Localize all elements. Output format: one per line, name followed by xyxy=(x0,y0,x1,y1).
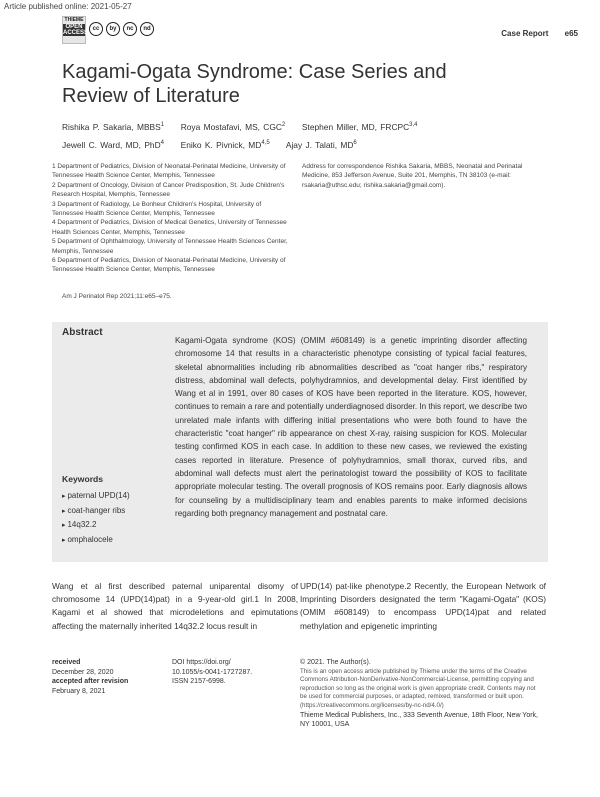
author[interactable]: Ajay J. Talati, $MD^6$ xyxy=(285,139,357,150)
affiliation: 3 Department of Radiology, Le Bonheur Children's Hospital, University of Tennessee Health Science Center, Memphis, Tennessee xyxy=(52,200,262,218)
author[interactable]: Eniko K. Pivnick, MD$^{4,5}$ xyxy=(180,139,270,150)
thieme-open-access-logo xyxy=(62,16,89,44)
by-icon: by xyxy=(106,22,120,36)
authors-line-2 xyxy=(62,135,542,153)
affiliation: 4 Department of Pediatrics, Division of Medical Genetics, University of Tennessee Health Sciences Center, Memphis, Tennessee xyxy=(52,219,287,236)
authors-line-1 xyxy=(62,117,542,135)
keywords-heading: Keywords xyxy=(62,474,104,484)
logo-open-access: OPEN ACCESS xyxy=(63,24,89,36)
nc-icon: nc xyxy=(123,22,137,36)
running-header xyxy=(501,29,578,38)
author-list xyxy=(62,117,542,153)
body-text-left: Wang et al first described paternal uniparental disomy of chromosome 14 (UPD(14)pat) in a 9-year-old girl.1 In 2008, Kagami et al showed that microdeletions and epimutations affecting the maternally inherited 14q32.2 locus result in xyxy=(52,581,298,631)
copyright: © 2021. The Author(s). xyxy=(300,659,371,666)
received-date: December 28, 2020 xyxy=(52,668,114,676)
issn: ISSN 2157-6998. xyxy=(172,678,226,686)
section-label: Case Report xyxy=(501,29,549,38)
received-label: received xyxy=(52,659,81,666)
article-history xyxy=(52,658,162,696)
citation: Am J Perinatol Rep 2021;11:e65–e75. xyxy=(62,293,172,300)
doi-block xyxy=(172,658,292,687)
body-text-right: UPD(14) pat-like phenotype.2 Recently, the European Network of Imprinting Disorders designated the term "Kagami-Ogata" (KOS) (OMIM #608149) to encompass UPD(14)pat and related methylation and epigenetic imprinting xyxy=(300,581,546,631)
affiliations xyxy=(52,162,292,275)
page-number: e65 xyxy=(564,29,578,38)
abstract-heading: Abstract xyxy=(62,327,103,338)
doi-value[interactable]: 10.1055/s-0041-1727287. xyxy=(172,668,253,676)
author[interactable]: Stephen Miller, MD, FRCPC$^{3,4}$ xyxy=(301,121,418,132)
correspondence xyxy=(302,162,532,190)
creative-commons-icons xyxy=(89,22,154,36)
author[interactable]: Jewell C. Ward, MD, PhD$^4$ xyxy=(62,139,164,150)
keyword[interactable]: ▸ omphalocele xyxy=(62,533,130,548)
affiliation: 1 Department of Pediatrics, Division of Neonatal-Perinatal Medicine, University of Tennessee Health Science Center, Memphis, Tennessee xyxy=(52,163,286,180)
publisher-address: Thieme Medical Publishers, Inc., 333 Seventh Avenue, 18th Floor, New York, NY 10001, USA xyxy=(300,711,539,729)
nd-icon: nd xyxy=(140,22,154,36)
author[interactable]: Roya Mostafavi, MS, CGC$^2$ xyxy=(180,121,286,132)
accepted-label: accepted after revision xyxy=(52,678,129,686)
publication-date: Article published online: 2021-05-27 xyxy=(4,2,132,11)
correspondence-text: Rishika Sakaria, MBBS, Neonatal and Perinatal Medicine, 853 Jefferson Avenue, Suite 201, Memphis, TN 38103 (e-mail: rsakaria@uthsc.edu; rishika.sakaria@gmail.com). xyxy=(302,163,523,189)
logo-publisher: THIEME xyxy=(64,17,84,23)
accepted-date: February 8, 2021 xyxy=(52,687,106,695)
author[interactable]: Rishika P. Sakaria, MBBS$^1$ xyxy=(62,121,165,132)
affiliation: 2 Department of Oncology, Division of Cancer Predisposition, St. Jude Children's Research Hospital, Memphis, Tennessee xyxy=(52,181,285,199)
doi-link[interactable]: DOI https://doi.org/ xyxy=(172,659,231,666)
license-text: This is an open access article published by Thieme under the terms of the Creative Commons Attribution-NonDerivative-NonCommercial-License, permitting copying and reproduction so long as the original work is given appropriate credit. Contents may not be used for commercial purposes, or adapted, remixed, transformed or built upon. (https://creativecommons.org/licenses/by-nc-nd/4.0/) xyxy=(300,667,536,709)
cc-icon: cc xyxy=(89,22,103,36)
keyword[interactable]: ▸ paternal UPD(14) xyxy=(62,489,130,504)
abstract-text: Kagami-Ogata syndrome (KOS) (OMIM #608149) is a genetic imprinting disorder affecting chromosome 14 that results in a characteristic phenotype consisting of typical facial features, skeletal abnormalities including rib abnormalities described as "coat hanger ribs," respiratory distress, abdominal wall defects, polyhydramnios, and developmental delay. First identified by Wang et al in 1991, over 80 cases of KOS have been reported in the literature. KOS, however, continues to remain a rare and potentially underdiagnosed disorder. In this report, we describe two unrelated male infants with differing initial presentations who were both found to have the characteristic "coat hanger" rib appearance on chest X-ray, raising suspicion for KOS. Molecular testing confirmed KOS in each case. In addition to these new cases, we reviewed the existing cases reported in literature. Presence of polyhydramnios, small thorax, curved ribs, and abdominal wall defects must alert the perinatologist toward the possibility of KOS to facilitate appropriate molecular testing. The overall prognosis of KOS remains poor. Early diagnosis allows for counseling by a multidisciplinary team and enables parents to make informed decisions regarding both pregnancy management and postnatal care. xyxy=(175,336,527,518)
article-title: Kagami-Ogata Syndrome: Case Series and Review of Literature xyxy=(62,61,447,107)
license-block xyxy=(300,658,540,730)
correspondence-label: Address for correspondence xyxy=(302,163,384,170)
keyword[interactable]: ▸ 14q32.2 xyxy=(62,518,130,533)
keyword[interactable]: ▸ coat-hanger ribs xyxy=(62,504,130,519)
affiliation: 5 Department of Ophthalmology, University of Tennessee Health Sciences Center, Memphis, Tennessee xyxy=(52,238,288,255)
keywords-list xyxy=(62,489,130,547)
affiliation: 6 Department of Pediatrics, Division of Neonatal-Perinatal Medicine, University of Tennessee Health Science Center, Memphis, Tennessee xyxy=(52,257,286,274)
